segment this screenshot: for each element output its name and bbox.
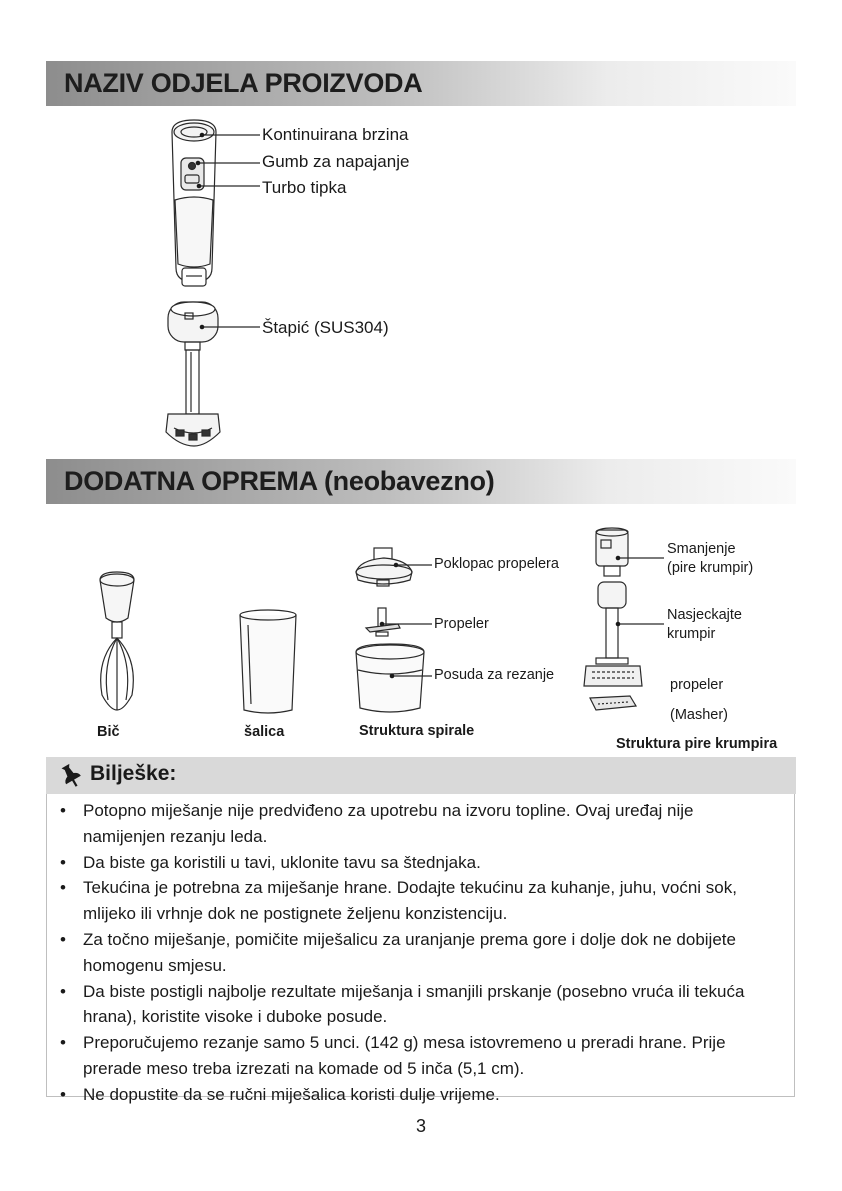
label-reduce-line1: Smanjenje: [667, 541, 736, 557]
label-masher-line2: (Masher): [670, 707, 729, 723]
note-item: • Tekućina je potrebna za miješanje hrane. Dodajte tekućinu za kuhanje, juhu, voćni sok, mlijeko ili vrhnje dok ne postignete željenu konzistenciju.: [47, 875, 794, 927]
stick-illustration: [166, 302, 220, 446]
propeller-lid-illustration: [356, 548, 412, 586]
product-diagram: [0, 0, 842, 460]
section-title-accessories: DODATNA OPREMA (neobavezno): [64, 466, 495, 496]
label-continuous-speed: Kontinuirana brzina: [262, 125, 409, 144]
label-propeller-lid: Poklopac propelera: [434, 556, 559, 572]
whisk-illustration: [100, 572, 134, 710]
cup-illustration: [240, 610, 296, 713]
caption-masher: Struktura pire krumpira: [616, 736, 778, 752]
notes-box: [46, 794, 795, 1104]
note-item: • Potopno miješanje nije predviđeno za upotrebu na izvoru topline. Ovaj uređaj nije namijenjen rezanju leda.: [47, 798, 794, 850]
notes-list: [47, 794, 794, 1108]
label-chop-line2: krumpir: [667, 626, 716, 642]
note-item: • Da biste postigli najbolje rezultate miješanja i smanjili prskanje (posebno vruća ili tekuća hrana), koristite visoke i duboke posude.: [47, 979, 794, 1031]
label-power-button: Gumb za napajanje: [262, 152, 410, 171]
motor-unit-illustration: [172, 120, 216, 286]
label-stick: Štapić (SUS304): [262, 318, 389, 337]
notes-header: [46, 757, 796, 794]
note-item: • Da biste ga koristili u tavi, uklonite tavu sa štednjaka.: [47, 850, 794, 876]
label-chop-line1: Nasjeckajte: [667, 607, 742, 623]
note-item: • Ne dopustite da se ručni miješalica koristi dulje vrijeme.: [47, 1082, 794, 1108]
caption-spiral: Struktura spirale: [359, 723, 475, 739]
label-turbo-button: Turbo tipka: [262, 178, 347, 197]
label-reduce-line2: (pire krumpir): [667, 560, 754, 576]
pushpin-icon: [58, 763, 82, 789]
label-cutting-bowl: Posuda za rezanje: [434, 667, 555, 683]
caption-whisk: Bič: [97, 724, 120, 740]
note-item: • Preporučujemo rezanje samo 5 unci. (142 g) mesa istovremeno u preradi hrane. Prije prerade meso treba izrezati na komade od 5 inča (5,1 cm).: [47, 1030, 794, 1082]
cutting-bowl-illustration: [356, 644, 424, 712]
masher-illustration: [584, 528, 642, 710]
section-title-product: NAZIV ODJELA PROIZVODA: [64, 68, 423, 98]
section-header-accessories: [46, 459, 796, 504]
notes-title: Bilješke:: [90, 762, 177, 785]
label-propeller: Propeler: [434, 616, 489, 632]
caption-cup: šalica: [244, 724, 285, 740]
note-item: • Za točno miješanje, pomičite miješalicu za uranjanje prema gore i dolje dok ne dobijete homogenu smjesu.: [47, 927, 794, 979]
page-number: 3: [415, 1116, 426, 1136]
label-masher-line1: propeler: [670, 677, 724, 693]
